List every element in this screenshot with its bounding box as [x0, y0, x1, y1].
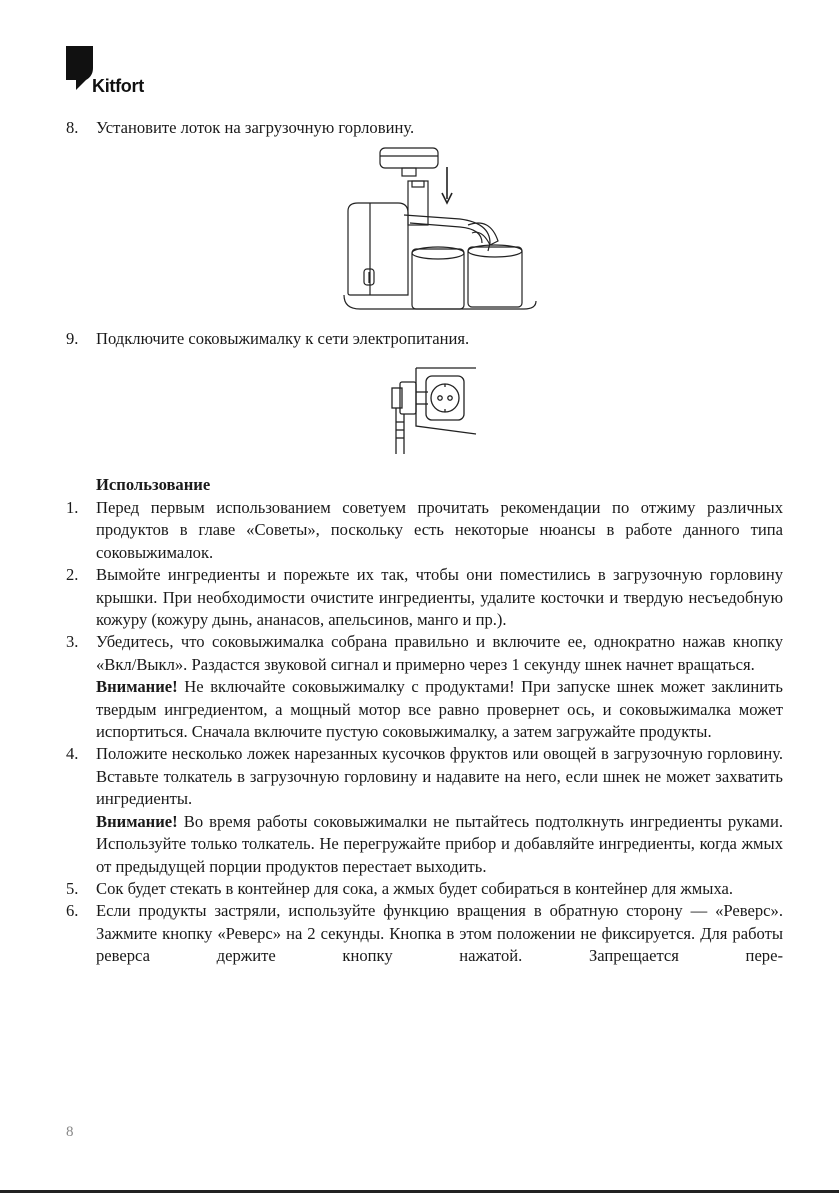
page-number: 8: [66, 1124, 74, 1140]
step-text: Установите лоток на загрузочную горловину.: [96, 118, 415, 137]
item-text: Перед первым использованием советуем прочитать рекомендации по отжиму различных продуктов в главе «Советы», поскольку есть некоторые нюансы в работе данного типа соковыжималок.: [96, 498, 783, 562]
brand-name: Kitfort: [92, 76, 144, 96]
list-item: [66, 900, 783, 967]
item-number: 4.: [66, 744, 79, 764]
step-number: 9.: [66, 329, 79, 348]
list-item: [66, 743, 783, 877]
warning-paragraph: [96, 811, 783, 878]
list-item: [66, 497, 783, 564]
item-number: 6.: [66, 901, 79, 921]
warning-text: Не включайте соковыжималку с продуктами! При запуске шнек может заклинить твердым ингредиентом, а мощный мотор все равно провернет ось, и соковыжималка может испортиться. Сначала включите пустую соковыжималку, а затем загружайте продукты.: [96, 677, 783, 742]
usage-list: [66, 497, 783, 968]
usage-heading: Использование: [96, 475, 211, 494]
item-number: 5.: [66, 878, 79, 898]
list-item: [66, 631, 783, 743]
step-text: Подключите соковыжималку к сети электропитания.: [96, 329, 470, 348]
warning-label: Внимание!: [96, 811, 178, 831]
plug-socket-illustration: [378, 362, 482, 458]
kitfort-logo: [66, 46, 166, 96]
step-number: 8.: [66, 118, 79, 137]
item-text: Вымойте ингредиенты и порежьте их так, чтобы они поместились в загрузочную горловину крышки. При необходимости очистите ингредиенты, удалите косточки и твердую несъедобную кожуру (кожуру дынь, ананасов, апельсинов, манго и пр.).: [96, 565, 783, 630]
juicer-tray-illustration: [340, 143, 540, 315]
list-item: [66, 878, 783, 900]
warning-label: Внимание!: [96, 677, 178, 697]
item-number: 2.: [66, 565, 79, 585]
item-number: 1.: [66, 498, 79, 517]
item-text: Если продукты застряли, используйте функцию вращения в обратную сторону — «Реверс». Зажмите кнопку «Реверс» на 2 секунды. Кнопка в этом положении не фиксируется. Для работы реверса держите кнопку нажатой. Запрещается пере-: [96, 901, 783, 966]
item-number: 3.: [66, 632, 79, 652]
list-item: [66, 564, 783, 631]
item-text: Сок будет стекать в контейнер для сока, а жмых будет собираться в контейнер для жмыха.: [96, 878, 734, 898]
item-text: Убедитесь, что соковыжималка собрана правильно и включите ее, однократно нажав кнопку «Вкл/Выкл». Раздастся звуковой сигнал и примерно через 1 секунду шнек начнет вращаться.: [96, 632, 783, 674]
item-text: Положите несколько ложек нарезанных кусочков фруктов или овощей в загрузочную горловину. Вставьте толкатель в загрузочную горловину и надавите на него, если шнек не может захватить ингредиенты.: [96, 744, 783, 809]
warning-text: Во время работы соковыжималки не пытайтесь подтолкнуть ингредиенты руками. Используйте только толкатель. Не перегружайте прибор и добавляйте ингредиенты, когда жмых от предыдущей порции продуктов перестает выходить.: [96, 811, 783, 876]
warning-paragraph: [96, 676, 783, 743]
